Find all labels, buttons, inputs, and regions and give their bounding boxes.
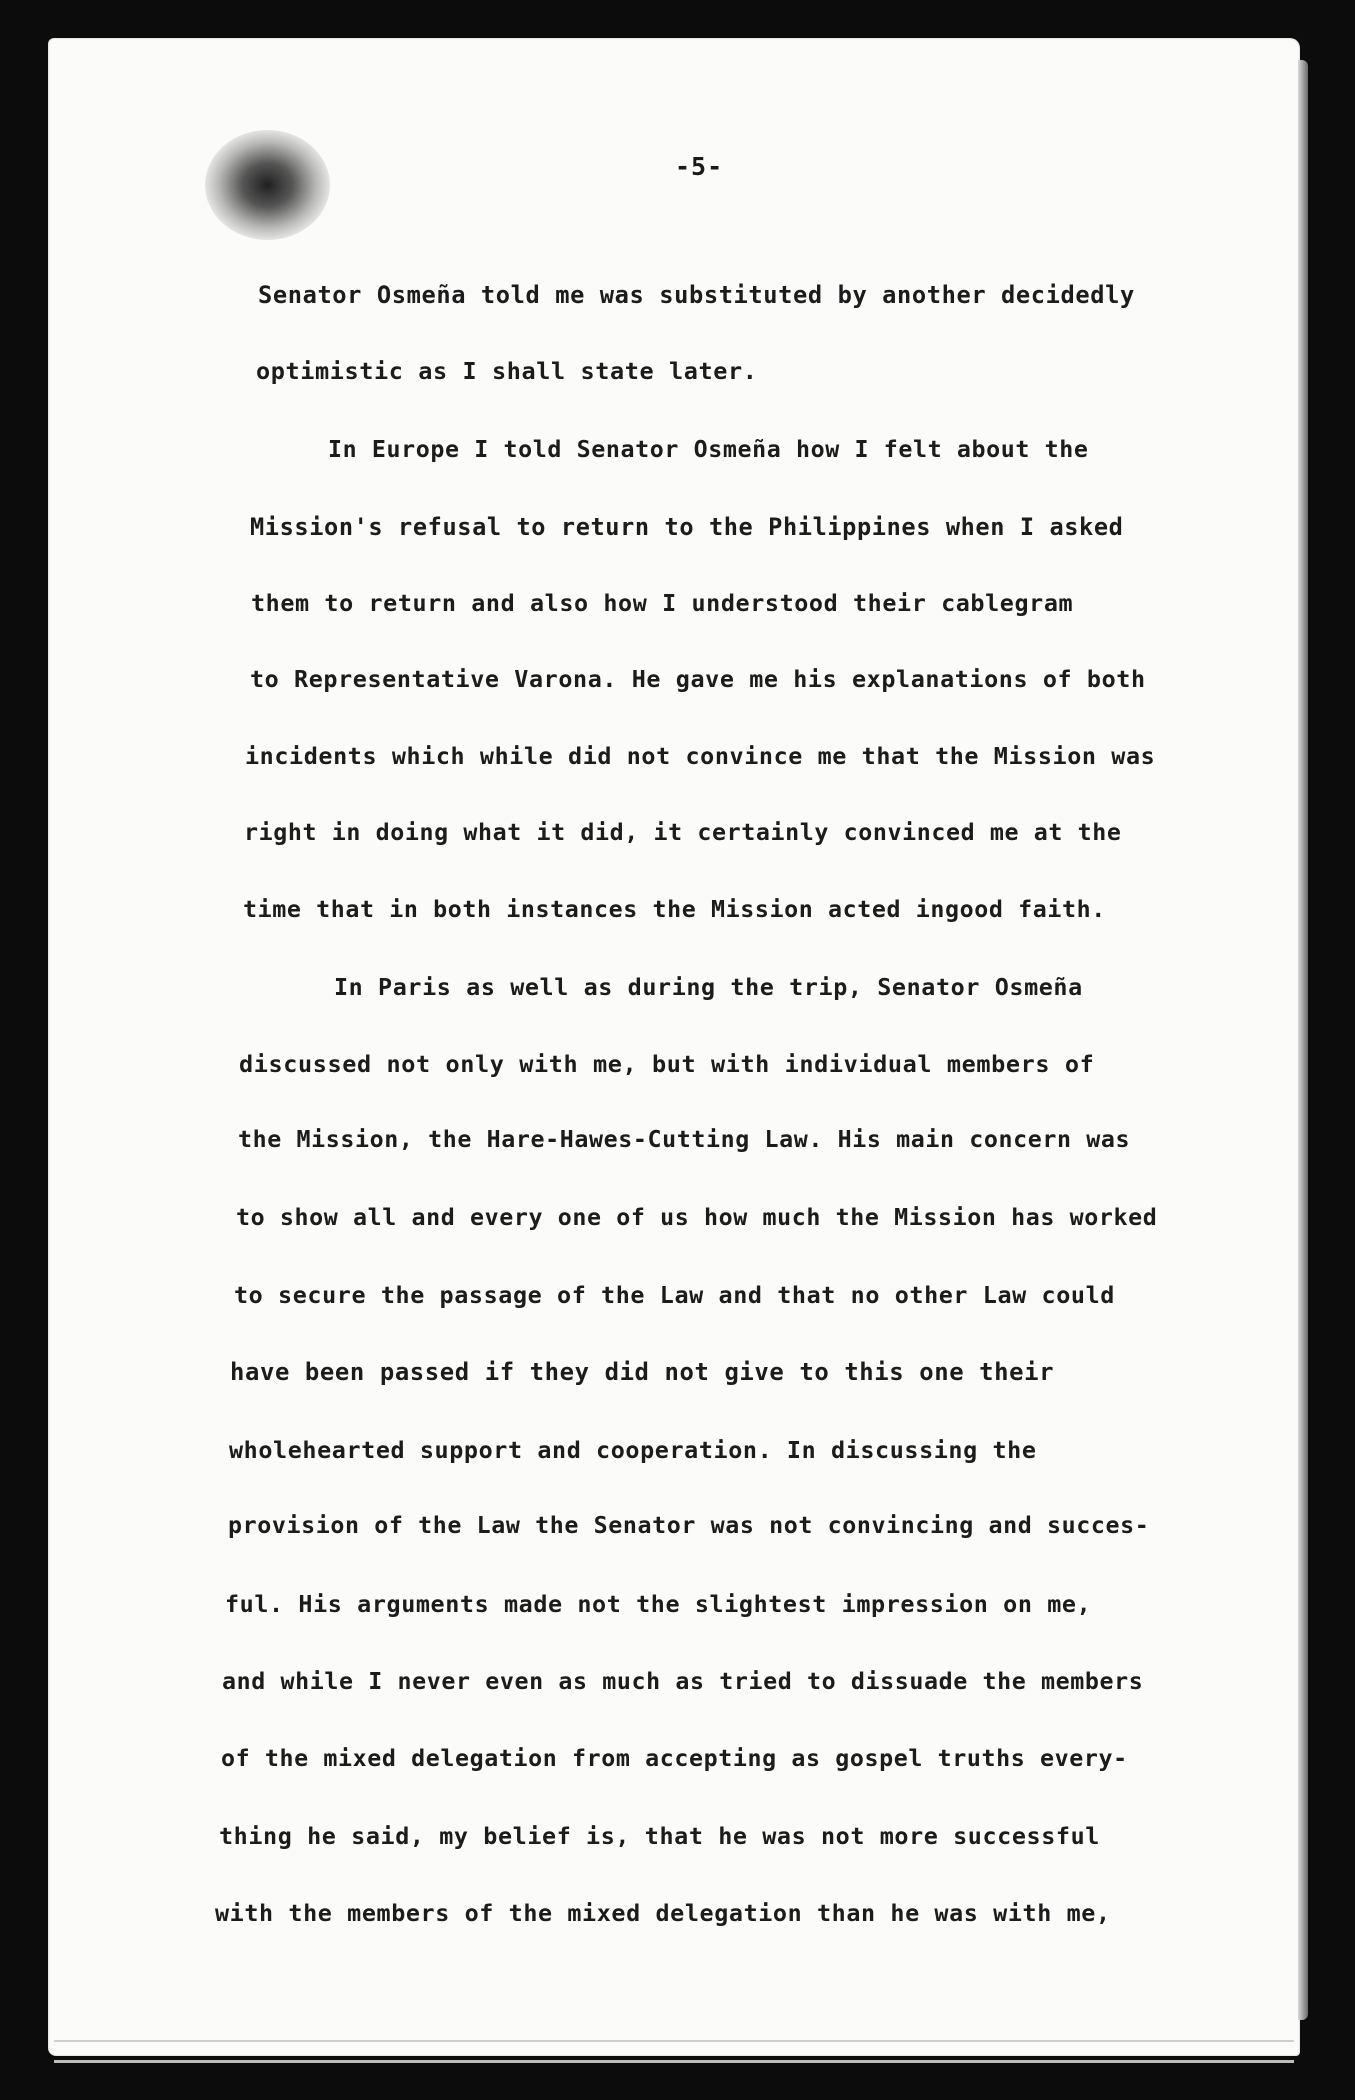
text-line: Mission's refusal to return to the Philippines when I asked — [250, 513, 1124, 541]
text-line: them to return and also how I understood their cablegram — [251, 589, 1074, 617]
text-line: and while I never even as much as tried to dissuade the members — [222, 1668, 1144, 1695]
text-line: to secure the passage of the Law and that no other Law could — [234, 1281, 1115, 1309]
text-line: wholehearted support and cooperation. In discussing the — [229, 1436, 1037, 1464]
text-line: ful. His arguments made not the slightest impression on me, — [225, 1590, 1092, 1618]
text-line: optimistic as I shall state later. — [256, 357, 758, 385]
ink-smudge — [205, 130, 330, 240]
text-line: to show all and every one of us how much the Mission has worked — [236, 1204, 1158, 1231]
page-edge — [1298, 60, 1308, 2020]
text-line: time that in both instances the Mission acted ingood faith. — [243, 896, 1106, 923]
text-line: with the members of the mixed delegation than he was with me, — [215, 1899, 1111, 1927]
text-line: the Mission, the Hare-Hawes-Cutting Law. His main concern was — [238, 1126, 1131, 1153]
text-line: thing he said, my belief is, that he was not more successful — [219, 1822, 1100, 1850]
text-line: to Representative Varona. He gave me his explanations of both — [250, 665, 1146, 693]
page-bottom-edge — [54, 2040, 1294, 2063]
text-line: In Europe I told Senator Osmeña how I felt about the — [328, 436, 1089, 463]
text-line: discussed not only with me, but with individual members of — [239, 1050, 1095, 1078]
text-line: provision of the Law the Senator was not convincing and succes- — [228, 1512, 1150, 1539]
text-line: of the mixed delegation from accepting as gospel truths every- — [221, 1745, 1128, 1772]
text-line: Senator Osmeña told me was substituted by another decidedly — [258, 281, 1135, 309]
page-number: -5- — [675, 152, 724, 181]
text-line: incidents which while did not convince me that the Mission was — [245, 742, 1156, 770]
text-line: In Paris as well as during the trip, Senator Osmeña — [334, 973, 1083, 1001]
text-line: have been passed if they did not give to this one their — [230, 1358, 1055, 1386]
text-line: right in doing what it did, it certainly convinced me at the — [244, 819, 1122, 846]
